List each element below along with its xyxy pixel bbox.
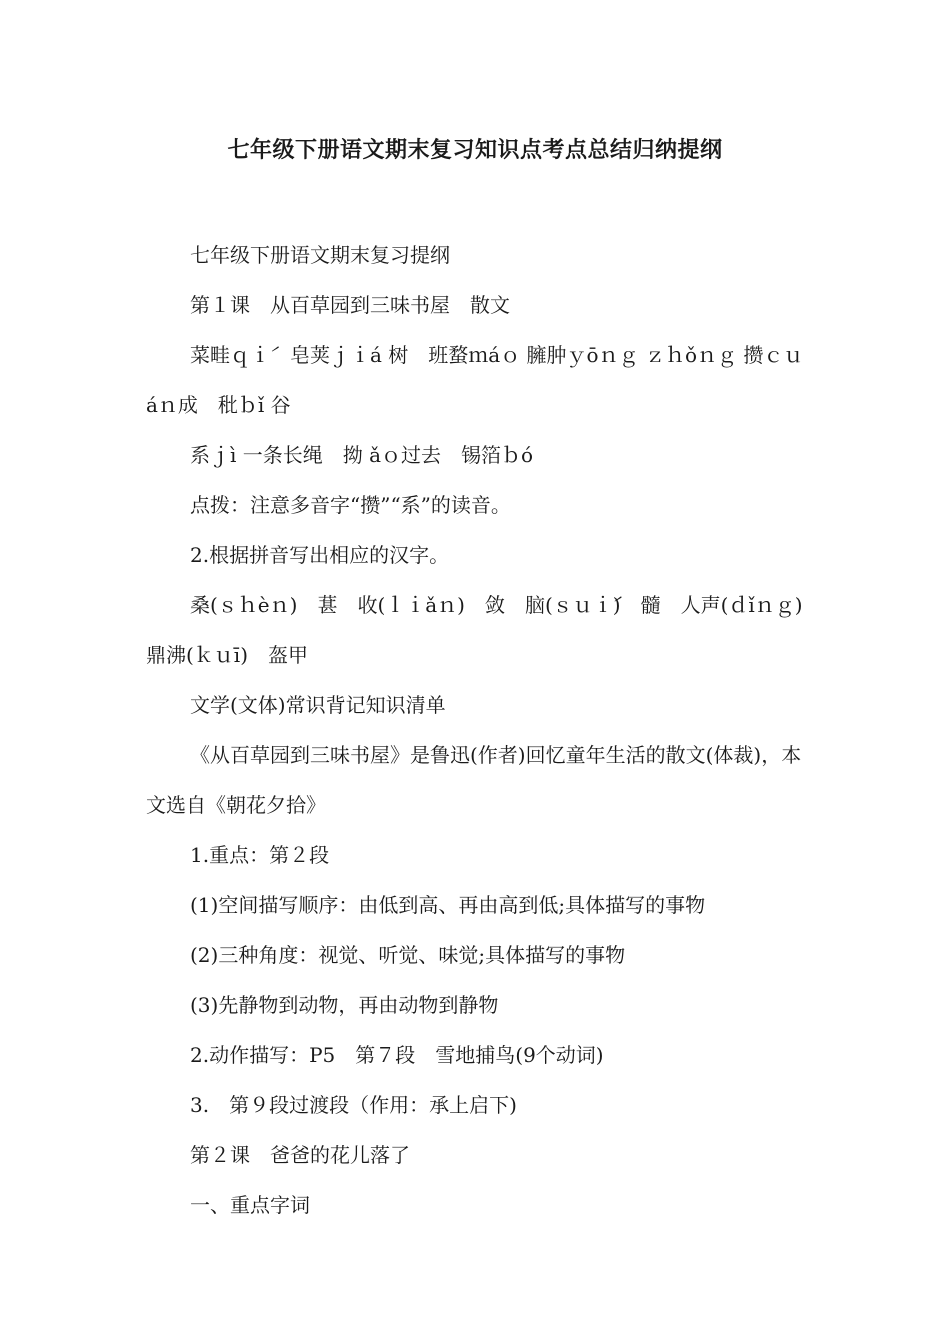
note-paragraph: 点拨：注意多音字“攒”“系”的读音。	[190, 493, 511, 517]
document-body	[146, 230, 823, 1230]
list-item: 1.重点：第２段	[190, 843, 330, 867]
list-item: 3. 第９段过渡段（作用：承上启下)	[190, 1093, 517, 1117]
section-heading: 文学(文体)常识背记知识清单	[190, 693, 446, 717]
list-item: (3)先静物到动物，再由动物到静物	[190, 993, 499, 1017]
section-heading: 一、重点字词	[190, 1193, 310, 1217]
list-item: (1)空间描写顺序：由低到高、再由高到低;具体描写的事物	[190, 893, 706, 917]
exercise-paragraph: 桑(ｓｈèｎ) 葚 收(ｌｉǎｎ) 敛 脑(ｓｕｉ́) 髓 人声(ｄǐｎｇ) 鼎沸(ｋｕī) 盔甲	[146, 593, 823, 667]
lesson-heading: 第２课 爸爸的花儿落了	[190, 1143, 410, 1167]
lesson-heading: 第１课 从百草园到三味书屋 散文	[190, 293, 510, 317]
list-item: (2)三种角度：视觉、听觉、味觉;具体描写的事物	[190, 943, 626, 967]
section-heading: 七年级下册语文期末复习提纲	[190, 243, 450, 267]
body-paragraph: 《从百草园到三味书屋》是鲁迅(作者)回忆童年生活的散文(体裁)，本文选自《朝花夕拾》	[146, 743, 802, 817]
list-item: 2.动作描写：P5 第７段 雪地捕鸟(9个动词)	[190, 1043, 604, 1067]
exercise-heading: 2.根据拼音写出相应的汉字。	[190, 543, 450, 567]
vocabulary-paragraph: 系ｊì 一条长绳 拗 ǎｏ过去 锡箔ｂó	[190, 443, 534, 467]
document-title: 七年级下册语文期末复习知识点考点总结归纳提纲	[227, 138, 723, 163]
vocabulary-paragraph: 菜畦ｑｉ́ 皂荚ｊｉá 树 班蝥ｍáｏ 臃肿ｙōｎｇ ｚｈǒｎｇ 攒ｃｕáｎ成 秕ｂǐ 谷	[146, 343, 804, 417]
